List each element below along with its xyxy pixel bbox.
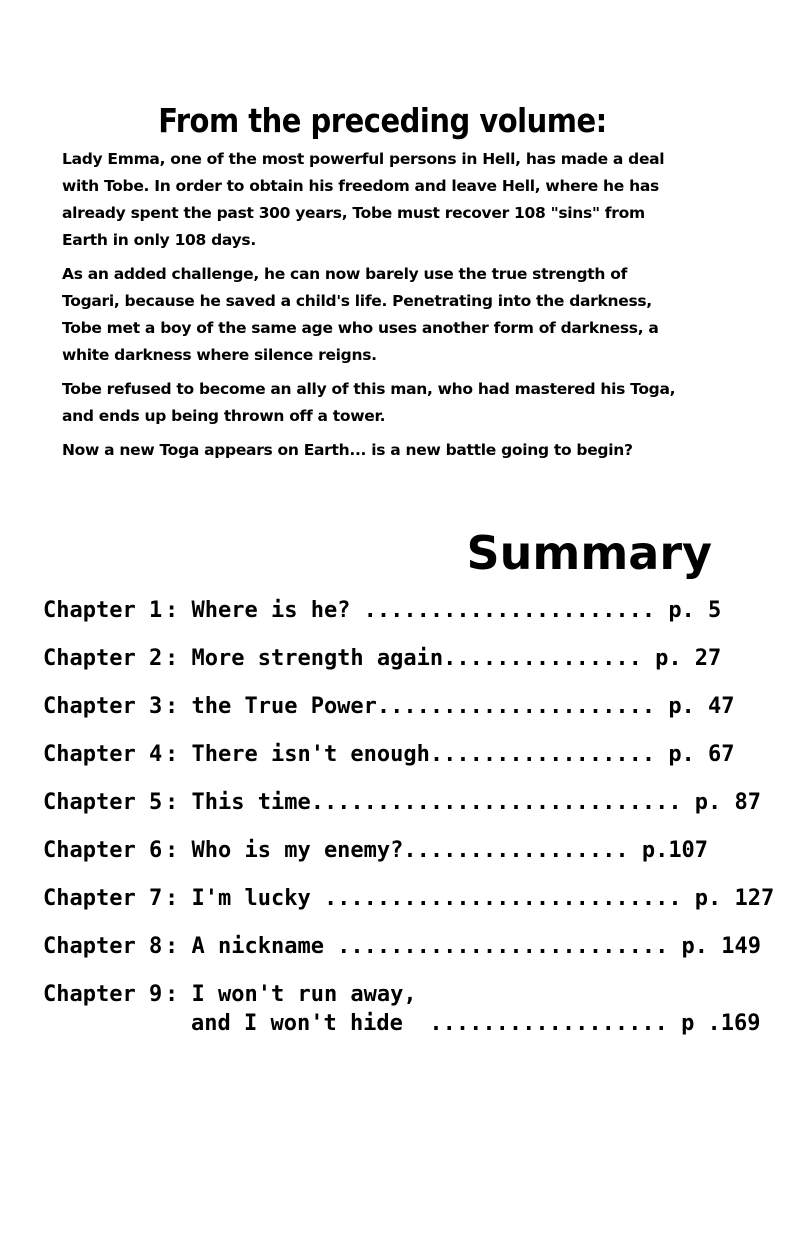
chapter-title: : I'm lucky ........................... p. 127 bbox=[165, 886, 775, 911]
chapter-title: : There isn't enough................. p. 67 bbox=[165, 742, 735, 767]
summary-title: Summary bbox=[466, 526, 712, 580]
toc-entry bbox=[43, 598, 743, 646]
toc-entry bbox=[43, 790, 762, 838]
toc-entry bbox=[43, 886, 775, 934]
toc-entry bbox=[43, 934, 762, 982]
chapter-title: : Where is he? ...................... p. 5 bbox=[165, 598, 722, 623]
toc-entry bbox=[43, 838, 743, 886]
recap-text bbox=[62, 146, 677, 471]
chapter-number: Chapter 6 bbox=[43, 838, 163, 863]
chapter-number: Chapter 1 bbox=[43, 598, 163, 623]
chapter-title-continued: and I won't hide .................. p .169 bbox=[191, 1011, 761, 1036]
chapter-title: : More strength again............... p. 27 bbox=[165, 646, 722, 671]
chapter-title: : A nickname ......................... p. 149 bbox=[165, 934, 762, 959]
toc-entry bbox=[43, 694, 743, 742]
recap-paragraph: As an added challenge, he can now barely use the true strength of Togari, because he saved a child's life. Penetrating into the darkness, Tobe met a boy of the same age who uses another form of darkness, a white darkness where silence reigns. bbox=[62, 265, 659, 364]
chapter-title: : Who is my enemy?................. p.107 bbox=[165, 838, 709, 863]
chapter-number: Chapter 3 bbox=[43, 694, 163, 719]
toc-entry bbox=[43, 742, 743, 790]
table-of-contents bbox=[43, 598, 775, 1046]
chapter-title: : This time............................ p. 87 bbox=[165, 790, 762, 815]
chapter-title: : the True Power..................... p. 47 bbox=[165, 694, 735, 719]
chapter-number: Chapter 5 bbox=[43, 790, 163, 815]
chapter-title: : I won't run away, bbox=[165, 982, 417, 1007]
chapter-number: Chapter 9 bbox=[43, 982, 163, 1007]
recap-paragraph: Now a new Toga appears on Earth... is a new battle going to begin? bbox=[62, 441, 633, 459]
chapter-number: Chapter 8 bbox=[43, 934, 163, 959]
recap-heading: From the preceding volume: bbox=[158, 101, 607, 141]
chapter-number: Chapter 4 bbox=[43, 742, 163, 767]
chapter-number: Chapter 2 bbox=[43, 646, 163, 671]
toc-entry bbox=[43, 646, 743, 694]
toc-entry bbox=[43, 982, 761, 1046]
recap-paragraph: Lady Emma, one of the most powerful persons in Hell, has made a deal with Tobe. In order to obtain his freedom and leave Hell, where he has already spent the past 300 years, Tobe must recover 108 "sins" from Earth in only 108 days. bbox=[62, 150, 665, 249]
recap-paragraph: Tobe refused to become an ally of this man, who had mastered his Toga, and ends up being thrown off a tower. bbox=[62, 380, 676, 425]
chapter-number: Chapter 7 bbox=[43, 886, 163, 911]
